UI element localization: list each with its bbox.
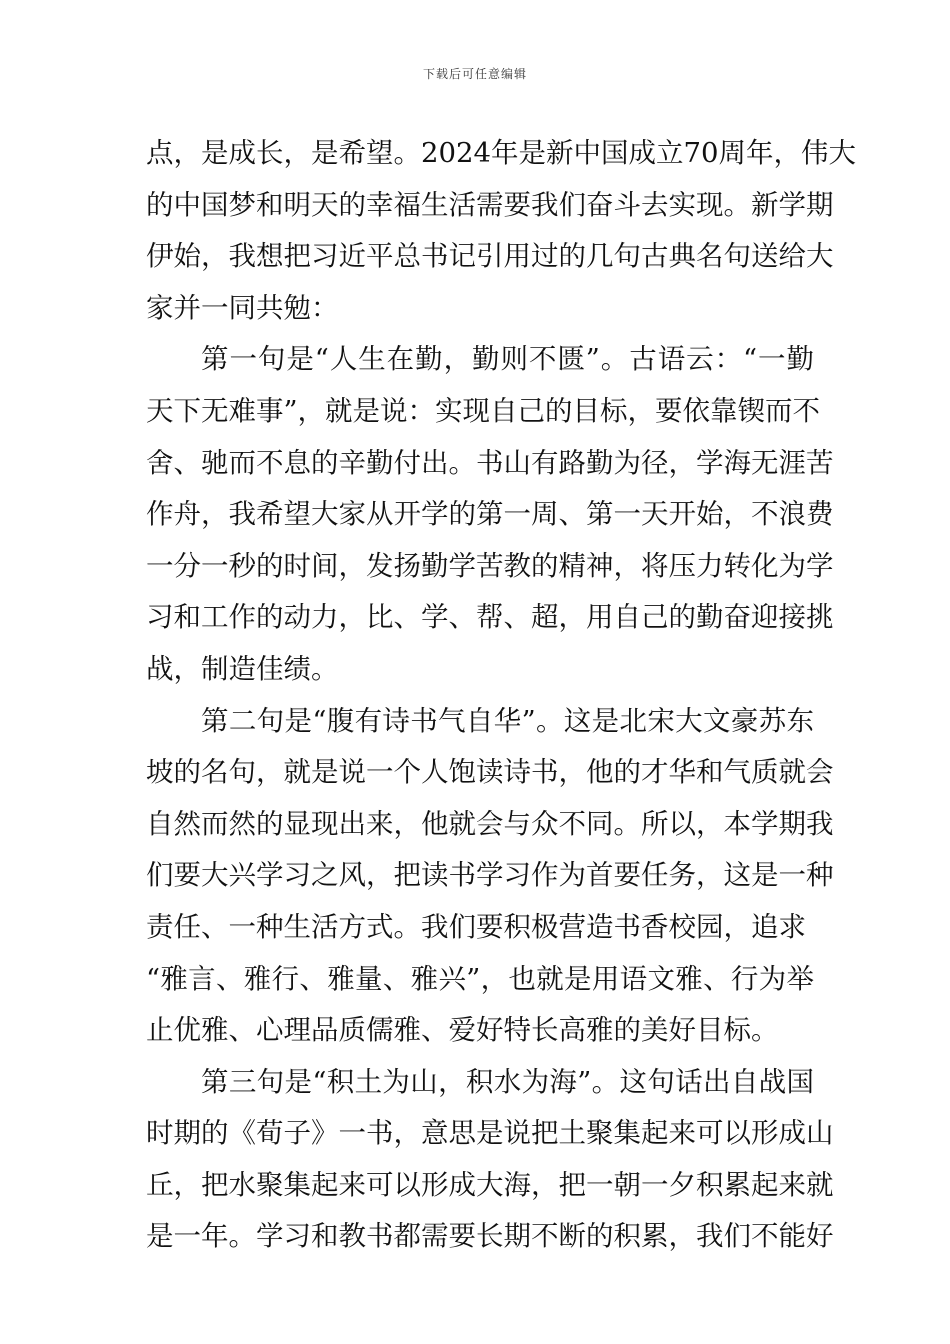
text-line: 的中国梦和明天的幸福生活需要我们奋斗去实现。新学期 — [146, 188, 834, 221]
text-line: 天下无难事”，就是说：实现自己的目标，要依靠锲而不 — [146, 394, 821, 427]
text-line: 自然而然的显现出来，他就会与众不同。所以，本学期我 — [146, 807, 834, 840]
text-line: “雅言、雅行、雅量、雅兴”，也就是用语文雅、行为举 — [146, 962, 814, 995]
text-line: 时期的《荀子》一书，意思是说把土聚集起来可以形成山 — [146, 1117, 834, 1150]
text-line: 第一句是“人生在勤，勤则不匮”。古语云：“一勤 — [201, 343, 814, 376]
paragraph-third-quote — [146, 1057, 834, 1263]
text-line: 第三句是“积土为山，积水为海”。这句话出自战国 — [201, 1065, 814, 1098]
text-line: 战，制造佳绩。 — [146, 652, 339, 685]
text-line: 作舟，我希望大家从开学的第一周、第一天开始，不浪费 — [146, 498, 834, 531]
text-line: 习和工作的动力，比、学、帮、超，用自己的勤奋迎接挑 — [146, 601, 834, 634]
text-line: 丘，把水聚集起来可以形成大海，把一朝一夕积累起来就 — [146, 1168, 834, 1201]
paragraph-second-quote — [146, 696, 834, 1057]
paragraph-intro — [146, 128, 856, 334]
text-line: 止优雅、心理品质儒雅、爱好特长高雅的美好目标。 — [146, 1014, 779, 1047]
text-line: 舍、驰而不息的辛勤付出。书山有路勤为径，学海无涯苦 — [146, 446, 834, 479]
text-line: 是一年。学习和教书都需要长期不断的积累，我们不能好 — [146, 1220, 834, 1253]
text-line: 家并一同共勉： — [146, 291, 339, 324]
text-line: 点，是成长，是希望。2024年是新中国成立70周年，伟大 — [146, 137, 856, 169]
text-line: 责任、一种生活方式。我们要积极营造书香校园，追求 — [146, 910, 806, 943]
text-line: 伊始，我想把习近平总书记引用过的几句古典名句送给大 — [146, 240, 834, 273]
text-line: 第二句是“腹有诗书气自华”。这是北宋大文豪苏东 — [201, 704, 814, 737]
paragraph-first-quote — [146, 334, 834, 695]
text-line: 一分一秒的时间，发扬勤学苦教的精神，将压力转化为学 — [146, 549, 834, 582]
text-line: 们要大兴学习之风，把读书学习作为首要任务，这是一种 — [146, 859, 834, 892]
text-line: 坡的名句，就是说一个人饱读诗书，他的才华和气质就会 — [146, 756, 834, 789]
page-header-note: 下载后可任意编辑 — [422, 67, 527, 81]
document-body — [146, 128, 856, 1263]
